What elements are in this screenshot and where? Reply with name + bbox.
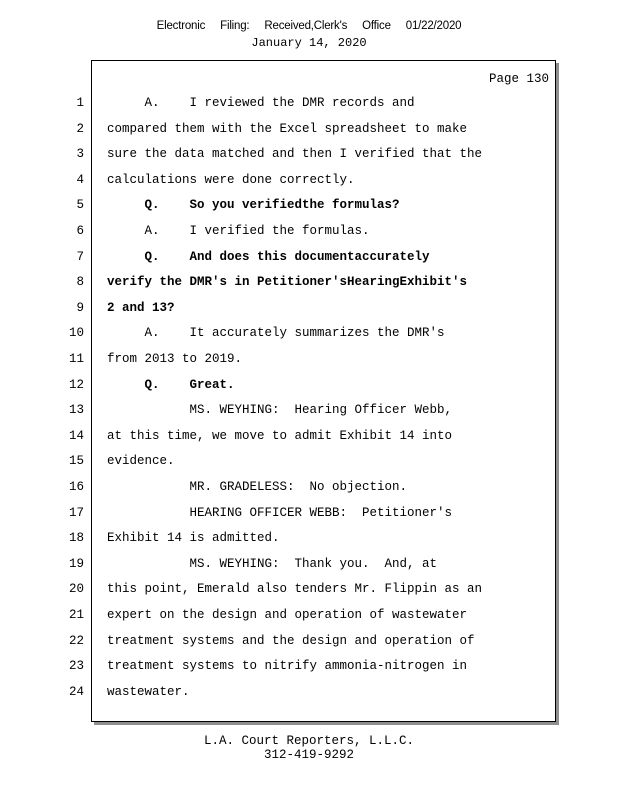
line-number: 20	[68, 582, 84, 596]
line-number: 13	[68, 403, 84, 417]
line-text: Q. Great.	[107, 378, 235, 392]
line-text: A. It accurately summarizes the DMR's	[107, 326, 445, 340]
line-number: 15	[68, 454, 84, 468]
line-text: from 2013 to 2019.	[107, 352, 243, 366]
line-number: 17	[68, 506, 84, 520]
line-text: Q. So you verifiedthe formulas?	[107, 198, 400, 212]
line-text: MS. WEYHING: Hearing Officer Webb,	[107, 403, 453, 417]
line-number: 9	[76, 301, 84, 315]
line-text: treatment systems and the design and operation of	[107, 634, 475, 648]
line-number: 11	[68, 352, 84, 366]
line-number: 5	[76, 198, 84, 212]
footer-company: L.A. Court Reporters, L.L.C.	[203, 734, 415, 748]
stamp-date: 01/22/2020	[405, 20, 462, 32]
line-text: calculations were done correctly.	[107, 173, 355, 187]
line-number: 4	[76, 173, 84, 187]
line-text: Q. And does this documentaccurately	[107, 250, 430, 264]
line-text: A. I reviewed the DMR records and	[107, 96, 415, 110]
line-number: 21	[68, 608, 84, 622]
line-text: HEARING OFFICER WEBB: Petitioner's	[107, 506, 453, 520]
line-number: 12	[68, 378, 84, 392]
line-text: Exhibit 14 is admitted.	[107, 531, 280, 545]
line-number: 18	[68, 531, 84, 545]
line-text: expert on the design and operation of wastewater	[107, 608, 468, 622]
transcript-date: January 14, 2020	[251, 36, 367, 50]
line-text: at this time, we move to admit Exhibit 14 into	[107, 429, 453, 443]
line-number: 16	[68, 480, 84, 494]
stamp-electronic: Electronic	[156, 20, 206, 32]
line-text: sure the data matched and then I verified that the	[107, 147, 483, 161]
line-text: this point, Emerald also tenders Mr. Flippin as an	[107, 582, 483, 596]
line-number: 8	[76, 275, 84, 289]
stamp-received: Received,Clerk's	[264, 20, 348, 32]
line-text: A. I verified the formulas.	[107, 224, 370, 238]
line-text: evidence.	[107, 454, 175, 468]
line-number: 6	[76, 224, 84, 238]
line-text: compared them with the Excel spreadsheet to make	[107, 122, 468, 136]
stamp-office: Office	[362, 20, 391, 32]
page-number: Page 130	[488, 72, 549, 86]
line-text: MR. GRADELESS: No objection.	[107, 480, 408, 494]
line-text: 2 and 13?	[107, 301, 175, 315]
line-number: 24	[68, 685, 84, 699]
line-number: 22	[68, 634, 84, 648]
line-number: 10	[68, 326, 84, 340]
stamp-filing: Filing:	[220, 20, 250, 32]
line-number: 14	[68, 429, 84, 443]
line-text: MS. WEYHING: Thank you. And, at	[107, 557, 438, 571]
line-text: wastewater.	[107, 685, 190, 699]
e-filing-stamp	[0, 20, 618, 32]
footer-phone: 312-419-9292	[263, 748, 354, 762]
line-number: 19	[68, 557, 84, 571]
line-text: verify the DMR's in Petitioner'sHearingExhibit's	[107, 275, 468, 289]
line-number: 7	[76, 250, 84, 264]
line-number: 23	[68, 659, 84, 673]
line-number: 3	[76, 147, 84, 161]
line-text: treatment systems to nitrify ammonia-nitrogen in	[107, 659, 468, 673]
line-number: 2	[76, 122, 84, 136]
line-number: 1	[76, 96, 84, 110]
